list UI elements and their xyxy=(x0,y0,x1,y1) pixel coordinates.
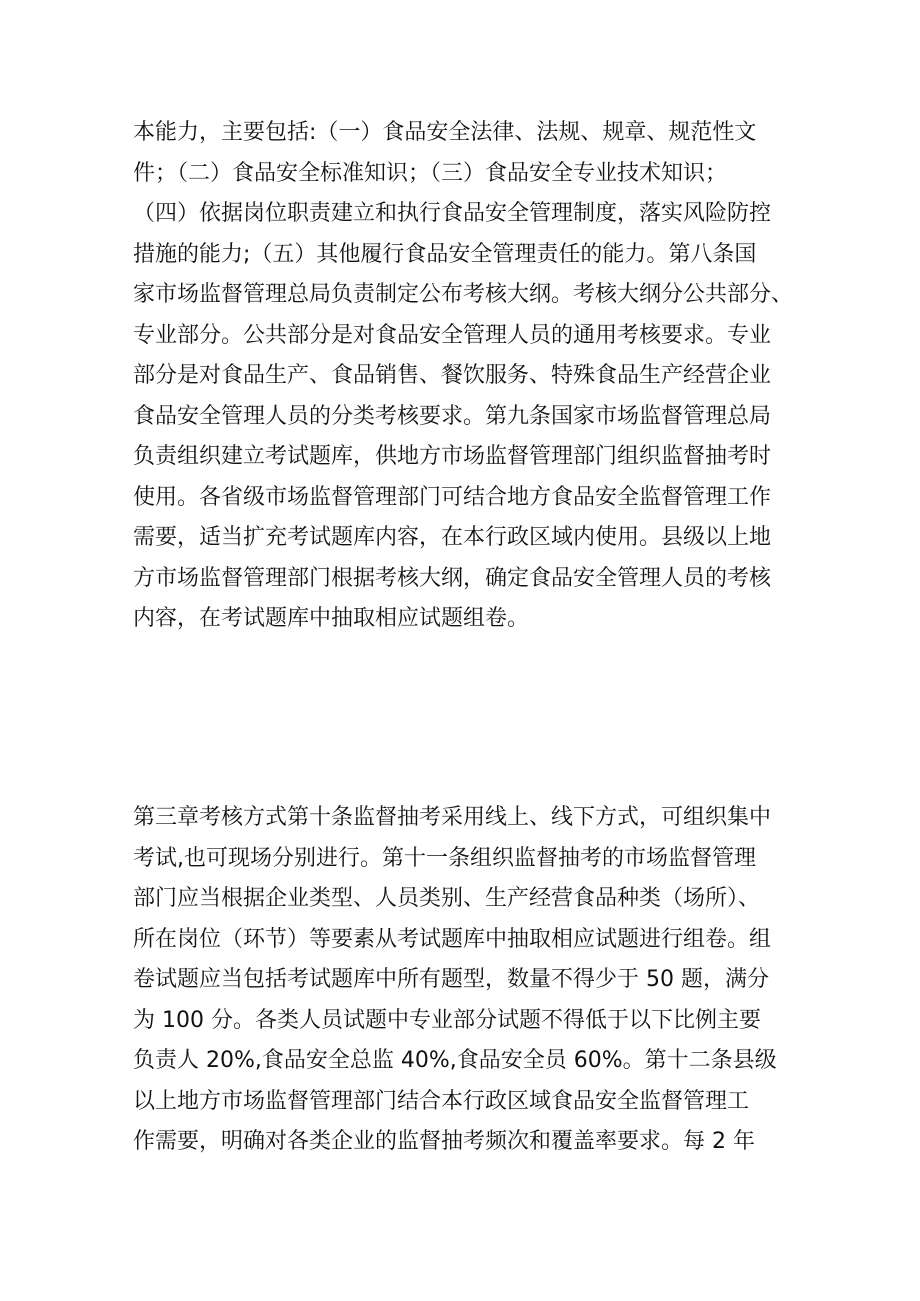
text-line: （四）依据岗位职责建立和执行食品安全管理制度，落实风险防控 xyxy=(133,201,772,226)
text-line: 负责组织建立考试题库，供地方市场监督管理部门组织监督抽考时 xyxy=(133,444,772,469)
text-line: 以上地方市场监督管理部门结合本行政区域食品安全监督管理工 xyxy=(133,1088,750,1114)
text-line: 家市场监督管理总局负责制定公布考核大纲。考核大纲分公共部分、 xyxy=(133,282,794,307)
text-line: 部门应当根据企业类型、人员类别、生产经营食品种类（场所）、 xyxy=(133,886,761,911)
text-line: 卷试题应当包括考试题库中所有题型，数量不得少于 50 题，满分 xyxy=(133,967,769,992)
text-line: 使用。各省级市场监督管理部门可结合地方食品安全监督管理工作 xyxy=(133,484,772,510)
text-line: 内容，在考试题库中抽取相应试题组卷。 xyxy=(133,606,530,631)
text-line: 方市场监督管理部门根据考核大纲，确定食品安全管理人员的考核 xyxy=(133,565,772,591)
text-line: 考试,也可现场分别进行。第十一条组织监督抽考的市场监督管理 xyxy=(133,845,756,871)
text-line: 所在岗位（环节）等要素从考试题库中抽取相应试题进行组卷。组 xyxy=(133,926,772,952)
text-line: 作需要，明确对各类企业的监督抽考频次和覆盖率要求。每 2 年 xyxy=(133,1129,755,1154)
text-line: 为 100 分。各类人员试题中专业部分试题不得低于以下比例主要 xyxy=(133,1007,761,1033)
text-line: 措施的能力;（五）其他履行食品安全管理责任的能力。第八条国 xyxy=(133,241,757,267)
text-line: 负责人 20%,食品安全总监 40%,食品安全员 60%。第十二条县级 xyxy=(133,1048,777,1073)
text-line: 需要，适当扩充考试题库内容，在本行政区域内使用。县级以上地 xyxy=(133,525,772,550)
text-line: 件；（二）食品安全标准知识；（三）食品安全专业技术知识； xyxy=(133,160,728,186)
text-line: 第三章考核方式第十条监督抽考采用线上、线下方式，可组织集中 xyxy=(133,805,772,830)
text-line: 本能力，主要包括:（一）食品安全法律、法规、规章、规范性文 xyxy=(133,120,757,145)
text-line: 专业部分。公共部分是对食品安全管理人员的通用考核要求。专业 xyxy=(133,322,772,348)
text-line: 部分是对食品生产、食品销售、餐饮服务、特殊食品生产经营企业 xyxy=(133,363,772,388)
text-line: 食品安全管理人员的分类考核要求。第九条国家市场监督管理总局 xyxy=(133,403,772,429)
